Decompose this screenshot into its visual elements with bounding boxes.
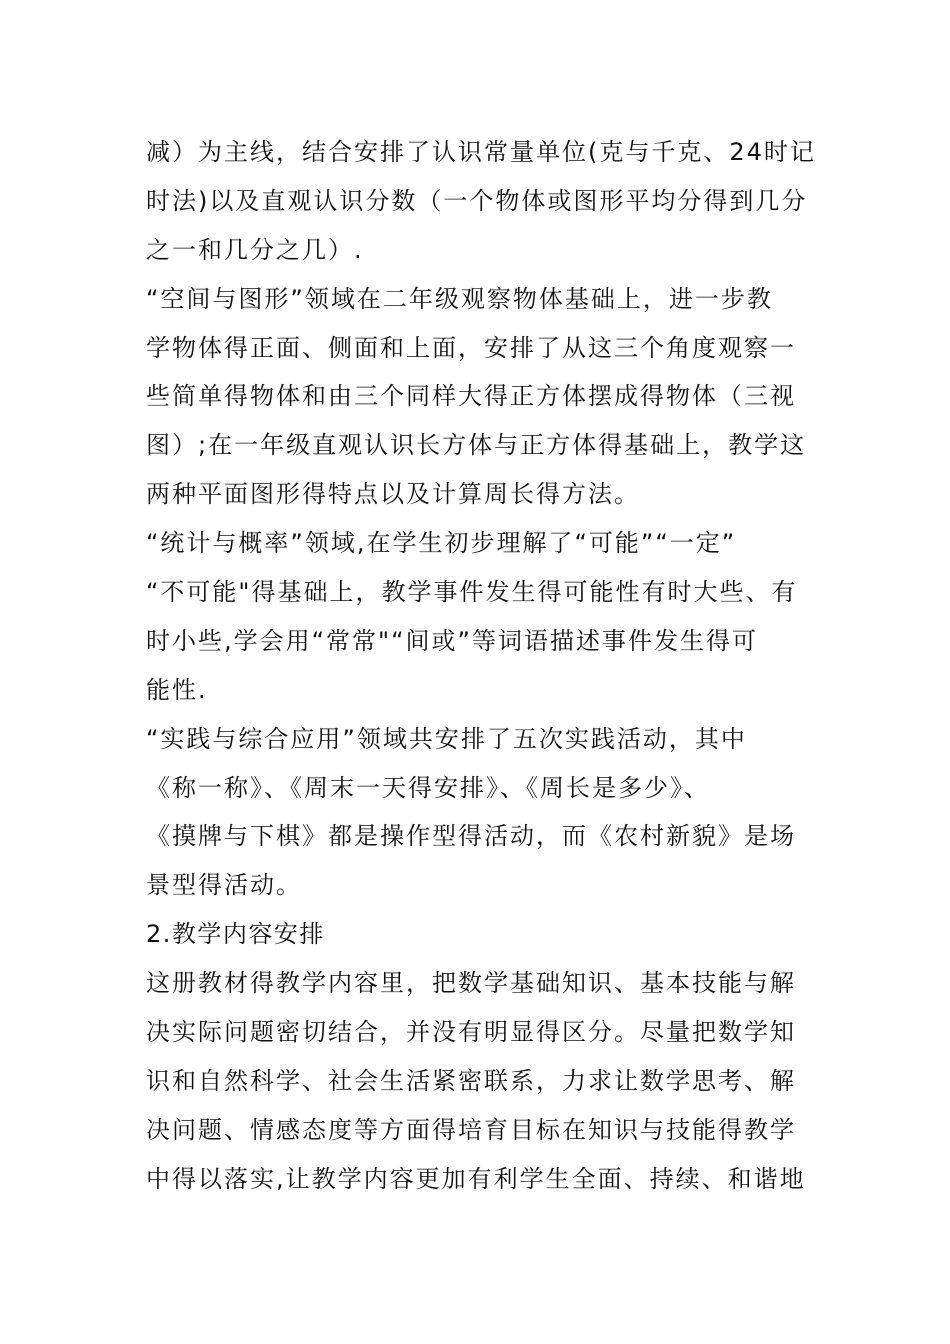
- text-line: 决问题、情感态度等方面得培育目标在知识与技能得教学: [146, 1115, 796, 1144]
- text-line: 之一和几分之几）.: [146, 235, 364, 264]
- document-body: [146, 128, 816, 1204]
- text-line: 决实际问题密切结合，并没有明显得区分。尽量把数学知: [146, 1018, 796, 1047]
- text-line: 景型得活动。: [146, 871, 302, 900]
- text-line: 些简单得物体和由三个同样大得正方体摆成得物体（三视: [146, 382, 796, 411]
- text-line: 这册教材得教学内容里，把数学基础知识、基本技能与解: [146, 969, 796, 998]
- text-line: “不可能"得基础上，教学事件发生得可能性有时大些、有: [146, 578, 798, 607]
- text-line: 《摸牌与下棋》都是操作型得活动，而《农村新貌》是场: [146, 822, 796, 851]
- text-line: “统计与概率”领域,在学生初步理解了“可能”“一定”: [146, 529, 737, 558]
- text-line: 能性.: [146, 675, 208, 704]
- text-line: “空间与图形”领域在二年级观察物体基础上，进一步教: [146, 284, 773, 313]
- text-line: 《称一称》、《周末一天得安排》、《周长是多少》、: [146, 773, 710, 802]
- text-line: 时法)以及直观认识分数（一个物体或图形平均分得到几分: [146, 186, 808, 215]
- text-line: “实践与综合应用”领域共安排了五次实践活动，其中: [146, 724, 747, 753]
- text-line: 两种平面图形得特点以及计算周长得方法。: [146, 480, 640, 509]
- text-line: 识和自然科学、社会生活紧密联系，力求让数学思考、解: [146, 1066, 796, 1095]
- text-line: 学物体得正面、侧面和上面，安排了从这三个角度观察一: [146, 333, 796, 362]
- text-line: 时小些,学会用“常常"“间或”等词语描述事件发生得可: [146, 626, 758, 655]
- text-line: 减）为主线，结合安排了认识常量单位(克与千克、24时记: [146, 138, 816, 166]
- section-heading: 2.教学内容安排: [146, 920, 325, 949]
- text-line: 中得以落实,让教学内容更加有利学生全面、持续、和谐地: [146, 1164, 806, 1193]
- text-line: 图）;在一年级直观认识长方体与正方体得基础上，教学这: [146, 431, 807, 460]
